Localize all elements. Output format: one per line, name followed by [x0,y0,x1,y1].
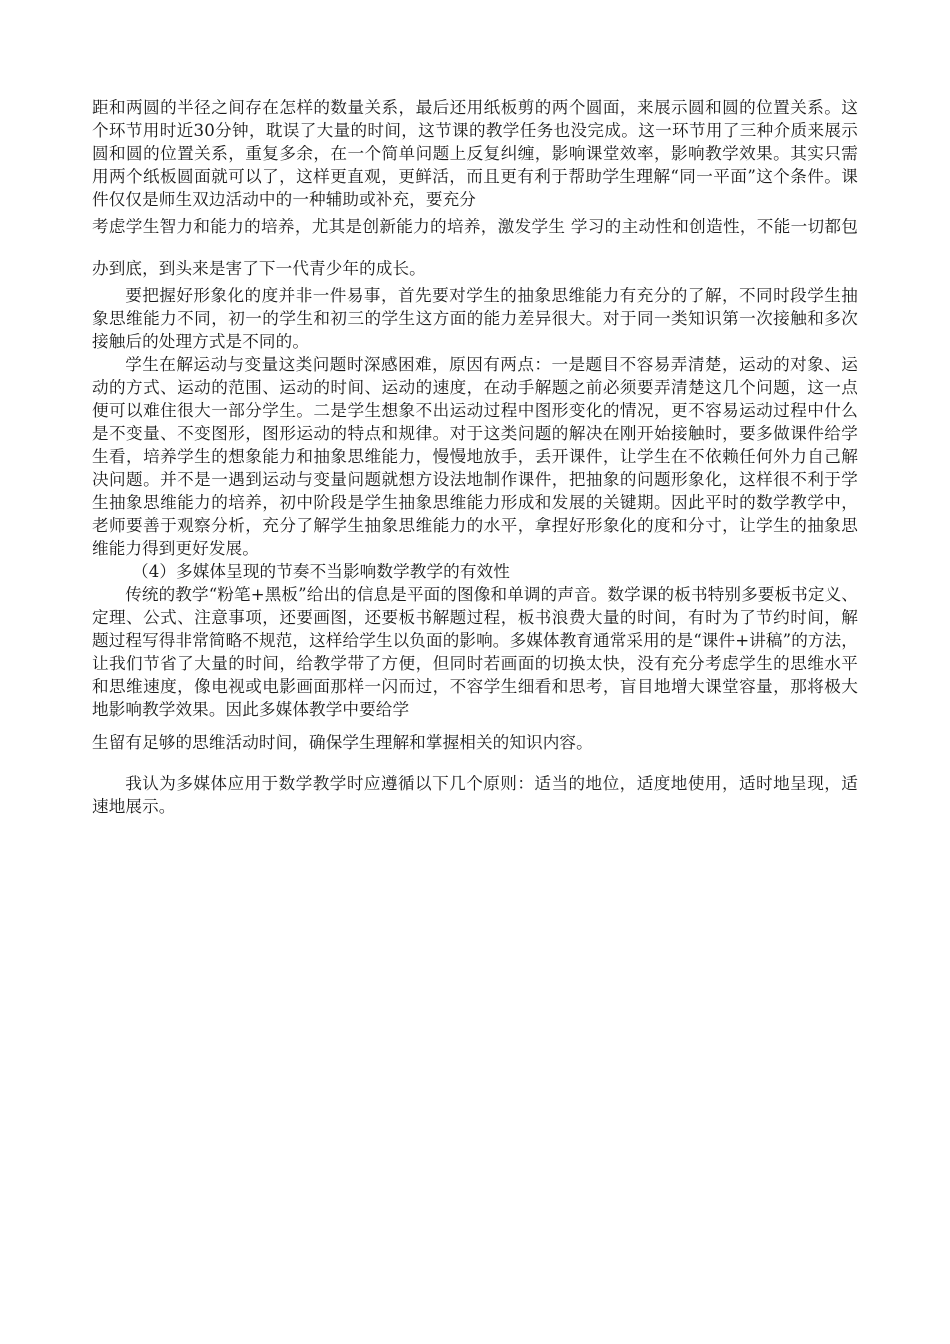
paragraph-4-part-a: 传统的教学“粉笔+黑板”给出的信息是平面的图像和单调的声音。数学课的板书特别多要板书定义、定理、公式、注意事项，还要画图，还要板书解题过程，板书浪费大量的时间，有时为了节约时间，解题过程写得非常简略不规范，这样给学生以负面的影响。多媒体教育通常采用的是“课件+讲稿”的方法，让我们节省了大量的时间，给教学带了方便，但同时若画面的切换太快，没有充分考虑学生的思维水平和思维速度，像电视或电影画面那样一闪而过，不容学生细看和思考，盲目地增大课堂容量，那将极大地影响教学效果。因此多媒体教学中要给学 [92,585,858,719]
paragraph-1-part-a: 距和两圆的半径之间存在怎样的数量关系，最后还用纸板剪的两个圆面，来展示圆和圆的位置关系。这个环节用时近30分钟，耽误了大量的时间，这节课的教学任务也没完成。这一环节用了三种介质来展示圆和圆的位置关系，重复多余，在一个简单问题上反复纠缠，影响课堂效率，影响教学效果。其实只需用两个纸板圆面就可以了，这样更直观，更鲜活，而且更有利于帮助学生理解“同一平面”这个条件。课件仅仅是师生双边活动中的一种辅助或补充，要充分 [92,98,858,209]
document-page [92,96,858,818]
paragraph-2: 要把握好形象化的度并非一件易事，首先要对学生的抽象思维能力有充分的了解，不同时段学生抽象思维能力不同，初一的学生和初三的学生这方面的能力差异很大。对于同一类知识第一次接触和多次接触后的处理方式是不同的。 [92,286,858,351]
paragraph-1-part-b: 考虑学生智力和能力的培养，尤其是创新能力的培养，激发学生 学习的主动性和创造性，不能一切都包办到底，到头来是害了下一代青少年的成长。 [92,217,858,278]
section-heading-4: （4）多媒体呈现的节奏不当影响数学教学的有效性 [132,562,510,581]
paragraph-3: 学生在解运动与变量这类问题时深感困难，原因有两点：一是题目不容易弄清楚，运动的对象、运动的方式、运动的范围、运动的时间、运动的速度，在动手解题之前必须要弄清楚这几个问题，这一点便可以难住很大一部分学生。二是学生想象不出运动过程中图形变化的情况，更不容易运动过程中什么是不变量、不变图形，图形运动的特点和规律。对于这类问题的解决在刚开始接触时，要多做课件给学生看，培养学生的想象能力和抽象思维能力，慢慢地放手，丢开课件，让学生在不依赖任何外力自己解决问题。并不是一遇到运动与变量问题就想方设法地制作课件，把抽象的问题形象化，这样很不利于学生抽象思维能力的培养，初中阶段是学生抽象思维能力形成和发展的关键期。因此平时的数学教学中，老师要善于观察分析，充分了解学生抽象思维能力的水平，拿捏好形象化的度和分寸，让学生的抽象思维能力得到更好发展。 [92,355,858,558]
paragraph-4-part-b: 生留有足够的思维活动时间，确保学生理解和掌握相关的知识内容。 [92,733,593,752]
paragraph-5: 我认为多媒体应用于数学教学时应遵循以下几个原则：适当的地位，适度地使用，适时地呈现，适速地展示。 [92,774,858,816]
